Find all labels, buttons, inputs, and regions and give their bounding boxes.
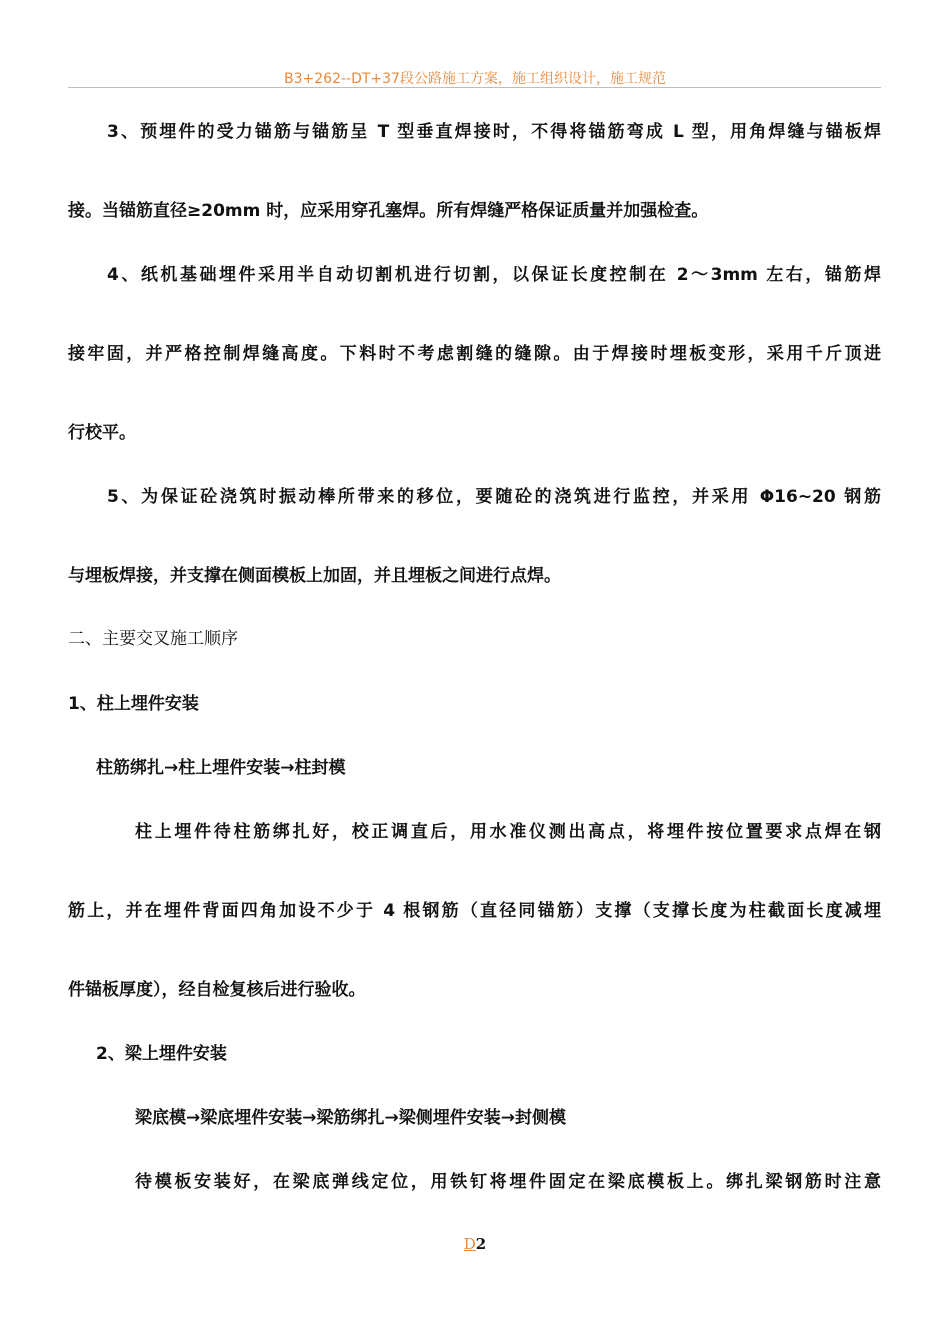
subsection-2-title: 2、梁上埋件安装	[96, 1044, 227, 1064]
subsection-2-line-1: 待模板安装好，在梁底弹线定位，用铁钉将埋件固定在梁底模板上。绑扎梁钢筋时注意	[135, 1172, 881, 1192]
subsection-1-title: 1、柱上埋件安装	[68, 694, 199, 714]
subsection-1-line-3: 件锚板厚度），经自检复核后进行验收。	[68, 980, 366, 1000]
page-footer	[0, 1235, 950, 1253]
page-number: 2	[475, 1235, 487, 1253]
header-divider	[68, 87, 881, 88]
section-heading: 二、主要交叉施工顺序	[68, 629, 238, 649]
paragraph-3-line-1: 3、预埋件的受力锚筋与锚筋呈 T 型垂直焊接时，不得将锚筋弯成 L 型，用角焊缝与锚板焊	[107, 122, 881, 142]
subsection-1-line-1: 柱上埋件待柱筋绑扎好，校正调直后，用水准仪测出高点，将埋件按位置要求点焊在钢	[135, 822, 881, 842]
paragraph-5-line-1: 5、为保证砼浇筑时振动棒所带来的移位，要随砼的浇筑进行监控，并采用 Φ16~20 钢筋	[107, 487, 881, 507]
subsection-1-flow: 柱筋绑扎→柱上埋件安装→柱封模	[96, 758, 346, 778]
paragraph-4-line-2: 接牢固，并严格控制焊缝高度。下料时不考虑割缝的缝隙。由于焊接时埋板变形，采用千斤顶进	[68, 344, 881, 364]
paragraph-4-line-3: 行校平。	[68, 423, 136, 443]
footer-mark: D	[463, 1235, 476, 1253]
subsection-2-flow: 梁底模→梁底埋件安装→梁筋绑扎→梁侧埋件安装→封侧模	[135, 1108, 566, 1128]
page-header: B3+262--DT+37段公路施工方案，施工组织设计，施工规范	[284, 71, 666, 87]
paragraph-4-line-1: 4、纸机基础埋件采用半自动切割机进行切割，以保证长度控制在 2～3mm 左右，锚筋焊	[107, 265, 881, 285]
subsection-1-line-2: 筋上，并在埋件背面四角加设不少于 4 根钢筋（直径同锚筋）支撑（支撑长度为柱截面长度减埋	[68, 901, 881, 921]
paragraph-5-line-2: 与埋板焊接，并支撑在侧面模板上加固，并且埋板之间进行点焊。	[68, 566, 561, 586]
paragraph-3-line-2: 接。当锚筋直径≥20mm 时，应采用穿孔塞焊。所有焊缝严格保证质量并加强检查。	[68, 201, 709, 221]
